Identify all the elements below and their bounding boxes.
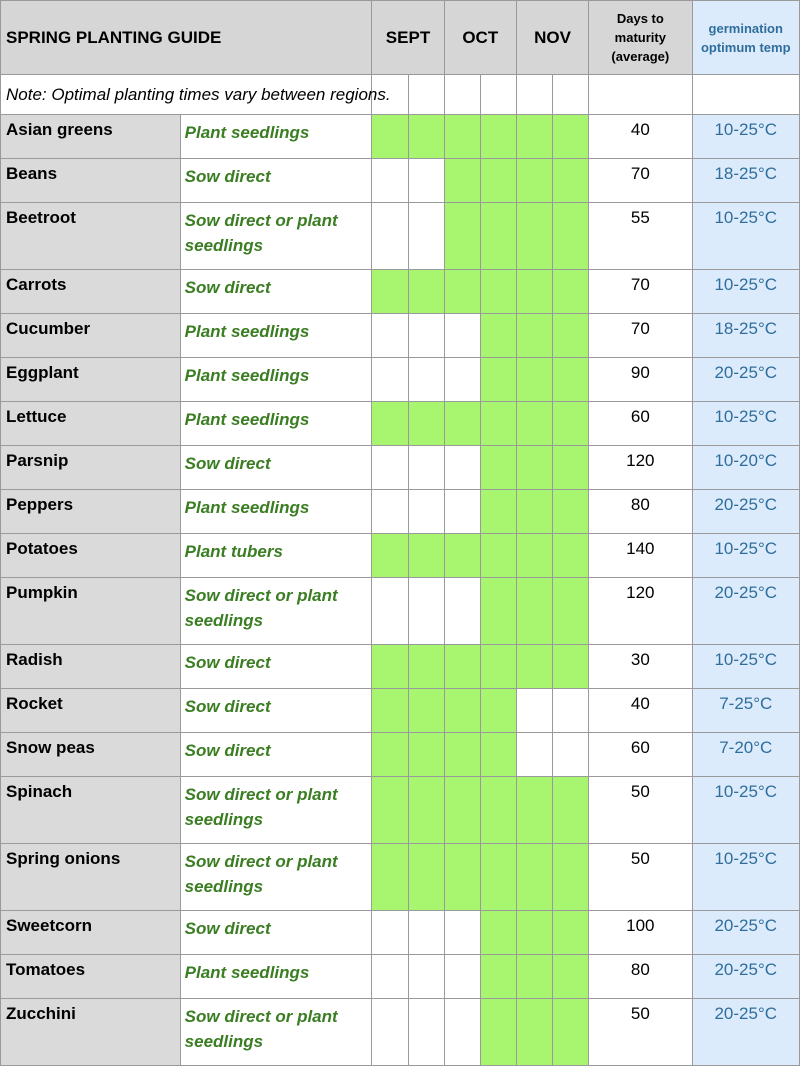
crop-name-cell[interactable]: Asian greens xyxy=(1,115,181,159)
days-to-maturity-cell[interactable]: 70 xyxy=(589,314,692,358)
table-row xyxy=(1,645,800,689)
germination-temp-cell[interactable]: 20-25°C xyxy=(692,999,799,1066)
empty-month-cell[interactable] xyxy=(444,578,480,645)
planting-window-cell[interactable] xyxy=(553,115,589,159)
days-header-line-2: maturity xyxy=(614,30,666,45)
germination-temp-cell[interactable]: 20-25°C xyxy=(692,911,799,955)
crop-name-cell[interactable]: Lettuce xyxy=(1,402,181,446)
planting-window-cell[interactable] xyxy=(444,733,480,777)
empty-month-cell[interactable] xyxy=(372,999,408,1066)
planting-window-cell[interactable] xyxy=(372,534,408,578)
germination-temp-cell[interactable]: 20-25°C xyxy=(692,490,799,534)
germination-temp-cell[interactable]: 7-25°C xyxy=(692,689,799,733)
table-row xyxy=(1,203,800,270)
planting-window-cell[interactable] xyxy=(553,999,589,1066)
germination-temp-cell[interactable]: 10-20°C xyxy=(692,446,799,490)
crop-name-cell[interactable]: Beetroot xyxy=(1,203,181,270)
planting-window-cell[interactable] xyxy=(553,534,589,578)
planting-window-cell[interactable] xyxy=(480,777,516,844)
planting-method-cell[interactable]: Sow direct or plant seedlings xyxy=(180,203,372,270)
days-to-maturity-cell[interactable]: 120 xyxy=(589,446,692,490)
table-row xyxy=(1,844,800,911)
crop-name-cell[interactable]: Parsnip xyxy=(1,446,181,490)
planting-window-cell[interactable] xyxy=(553,777,589,844)
crop-name-cell[interactable]: Cucumber xyxy=(1,314,181,358)
planting-window-cell[interactable] xyxy=(553,578,589,645)
planting-method-cell[interactable]: Sow direct or plant seedlings xyxy=(180,777,372,844)
planting-window-cell[interactable] xyxy=(516,844,552,911)
planting-window-cell[interactable] xyxy=(480,955,516,999)
crop-name-cell[interactable]: Radish xyxy=(1,645,181,689)
planting-window-cell[interactable] xyxy=(372,733,408,777)
temp-header-line-2: optimum temp xyxy=(700,39,791,55)
planting-window-cell[interactable] xyxy=(516,911,552,955)
table-row xyxy=(1,578,800,645)
note-blank-cell[interactable] xyxy=(589,75,692,115)
planting-window-cell[interactable] xyxy=(444,159,480,203)
planting-method-cell[interactable]: Sow direct or plant seedlings xyxy=(180,999,372,1066)
planting-window-cell[interactable] xyxy=(480,358,516,402)
planting-window-cell[interactable] xyxy=(480,159,516,203)
germination-temp-cell[interactable]: 20-25°C xyxy=(692,358,799,402)
planting-window-cell[interactable] xyxy=(553,402,589,446)
days-to-maturity-cell[interactable]: 60 xyxy=(589,733,692,777)
note-blank-cell[interactable] xyxy=(408,75,444,115)
empty-month-cell[interactable] xyxy=(444,358,480,402)
planting-window-cell[interactable] xyxy=(480,911,516,955)
planting-method-cell[interactable]: Plant seedlings xyxy=(180,358,372,402)
empty-month-cell[interactable] xyxy=(408,358,444,402)
note-cell[interactable]: Note: Optimal planting times vary between regions. xyxy=(1,75,372,115)
crop-name-cell[interactable]: Sweetcorn xyxy=(1,911,181,955)
planting-method-cell[interactable]: Sow direct or plant seedlings xyxy=(180,578,372,645)
planting-window-cell[interactable] xyxy=(516,955,552,999)
table-row xyxy=(1,270,800,314)
empty-month-cell[interactable] xyxy=(444,314,480,358)
month-header-oct[interactable]: OCT xyxy=(444,1,516,75)
germination-temp-cell[interactable]: 7-20°C xyxy=(692,733,799,777)
crop-name-cell[interactable]: Pumpkin xyxy=(1,578,181,645)
germination-temp-cell[interactable]: 10-25°C xyxy=(692,115,799,159)
planting-window-cell[interactable] xyxy=(516,270,552,314)
planting-method-cell[interactable]: Sow direct xyxy=(180,911,372,955)
planting-window-cell[interactable] xyxy=(372,777,408,844)
planting-window-cell[interactable] xyxy=(480,733,516,777)
planting-window-cell[interactable] xyxy=(516,490,552,534)
empty-month-cell[interactable] xyxy=(516,733,552,777)
planting-window-cell[interactable] xyxy=(408,645,444,689)
empty-month-cell[interactable] xyxy=(372,955,408,999)
planting-window-cell[interactable] xyxy=(553,955,589,999)
germination-temp-cell[interactable]: 10-25°C xyxy=(692,844,799,911)
empty-month-cell[interactable] xyxy=(408,159,444,203)
days-to-maturity-cell[interactable]: 30 xyxy=(589,645,692,689)
table-row xyxy=(1,999,800,1066)
days-to-maturity-cell[interactable]: 40 xyxy=(589,689,692,733)
planting-method-cell[interactable]: Sow direct xyxy=(180,689,372,733)
planting-window-cell[interactable] xyxy=(480,402,516,446)
empty-month-cell[interactable] xyxy=(372,203,408,270)
planting-method-cell[interactable]: Plant seedlings xyxy=(180,402,372,446)
germination-temp-cell[interactable]: 18-25°C xyxy=(692,159,799,203)
planting-window-cell[interactable] xyxy=(480,999,516,1066)
empty-month-cell[interactable] xyxy=(372,358,408,402)
planting-method-cell[interactable]: Plant seedlings xyxy=(180,314,372,358)
note-blank-cell[interactable] xyxy=(516,75,552,115)
note-blank-cell[interactable] xyxy=(692,75,799,115)
planting-window-cell[interactable] xyxy=(516,115,552,159)
planting-window-cell[interactable] xyxy=(480,578,516,645)
planting-window-cell[interactable] xyxy=(480,490,516,534)
planting-window-cell[interactable] xyxy=(444,844,480,911)
planting-window-cell[interactable] xyxy=(553,203,589,270)
empty-month-cell[interactable] xyxy=(372,314,408,358)
days-to-maturity-cell[interactable]: 140 xyxy=(589,534,692,578)
planting-window-cell[interactable] xyxy=(408,270,444,314)
planting-method-cell[interactable]: Plant seedlings xyxy=(180,115,372,159)
planting-window-cell[interactable] xyxy=(553,314,589,358)
planting-method-cell[interactable]: Sow direct xyxy=(180,446,372,490)
planting-window-cell[interactable] xyxy=(444,645,480,689)
planting-window-cell[interactable] xyxy=(480,645,516,689)
empty-month-cell[interactable] xyxy=(444,490,480,534)
crop-name-cell[interactable]: Peppers xyxy=(1,490,181,534)
empty-month-cell[interactable] xyxy=(408,314,444,358)
planting-window-cell[interactable] xyxy=(372,844,408,911)
planting-window-cell[interactable] xyxy=(372,270,408,314)
planting-method-cell[interactable]: Plant seedlings xyxy=(180,955,372,999)
empty-month-cell[interactable] xyxy=(372,159,408,203)
planting-window-cell[interactable] xyxy=(408,689,444,733)
germination-temp-cell[interactable]: 20-25°C xyxy=(692,578,799,645)
planting-window-cell[interactable] xyxy=(444,270,480,314)
month-header-nov[interactable]: NOV xyxy=(516,1,588,75)
days-to-maturity-cell[interactable]: 70 xyxy=(589,270,692,314)
planting-window-cell[interactable] xyxy=(553,159,589,203)
crop-name-cell[interactable]: Zucchini xyxy=(1,999,181,1066)
header-row xyxy=(1,1,800,75)
crop-name-cell[interactable]: Snow peas xyxy=(1,733,181,777)
crop-name-cell[interactable]: Spring onions xyxy=(1,844,181,911)
planting-window-cell[interactable] xyxy=(372,402,408,446)
empty-month-cell[interactable] xyxy=(444,955,480,999)
planting-window-cell[interactable] xyxy=(553,358,589,402)
planting-window-cell[interactable] xyxy=(408,777,444,844)
empty-month-cell[interactable] xyxy=(408,911,444,955)
planting-window-cell[interactable] xyxy=(553,844,589,911)
planting-window-cell[interactable] xyxy=(480,270,516,314)
crop-name-cell[interactable]: Carrots xyxy=(1,270,181,314)
germination-temp-cell[interactable]: 20-25°C xyxy=(692,955,799,999)
crop-name-cell[interactable]: Tomatoes xyxy=(1,955,181,999)
table-row xyxy=(1,402,800,446)
table-row xyxy=(1,689,800,733)
germination-temp-cell[interactable]: 10-25°C xyxy=(692,203,799,270)
planting-window-cell[interactable] xyxy=(408,402,444,446)
empty-month-cell[interactable] xyxy=(444,999,480,1066)
planting-method-cell[interactable]: Sow direct xyxy=(180,645,372,689)
days-to-maturity-cell[interactable]: 120 xyxy=(589,578,692,645)
planting-method-cell[interactable]: Sow direct xyxy=(180,270,372,314)
days-to-maturity-cell[interactable]: 80 xyxy=(589,490,692,534)
days-to-maturity-cell[interactable]: 50 xyxy=(589,999,692,1066)
planting-window-cell[interactable] xyxy=(553,490,589,534)
planting-window-cell[interactable] xyxy=(516,203,552,270)
germination-temp-cell[interactable]: 10-25°C xyxy=(692,534,799,578)
planting-window-cell[interactable] xyxy=(480,115,516,159)
planting-window-cell[interactable] xyxy=(444,689,480,733)
empty-month-cell[interactable] xyxy=(553,689,589,733)
table-row xyxy=(1,534,800,578)
empty-month-cell[interactable] xyxy=(408,955,444,999)
days-to-maturity-cell[interactable]: 90 xyxy=(589,358,692,402)
empty-month-cell[interactable] xyxy=(372,911,408,955)
planting-window-cell[interactable] xyxy=(408,534,444,578)
planting-window-cell[interactable] xyxy=(516,999,552,1066)
planting-method-cell[interactable]: Plant seedlings xyxy=(180,490,372,534)
table-row xyxy=(1,955,800,999)
planting-window-cell[interactable] xyxy=(372,689,408,733)
planting-window-cell[interactable] xyxy=(372,645,408,689)
table-row xyxy=(1,115,800,159)
germination-temp-header[interactable] xyxy=(692,1,799,75)
planting-window-cell[interactable] xyxy=(444,402,480,446)
planting-window-cell[interactable] xyxy=(480,844,516,911)
planting-window-cell[interactable] xyxy=(480,446,516,490)
note-row xyxy=(1,75,800,115)
planting-window-cell[interactable] xyxy=(516,645,552,689)
empty-month-cell[interactable] xyxy=(408,203,444,270)
planting-window-cell[interactable] xyxy=(553,270,589,314)
planting-window-cell[interactable] xyxy=(444,534,480,578)
planting-window-cell[interactable] xyxy=(516,777,552,844)
planting-window-cell[interactable] xyxy=(516,446,552,490)
planting-window-cell[interactable] xyxy=(408,844,444,911)
planting-window-cell[interactable] xyxy=(408,115,444,159)
days-header-line-1: Days to xyxy=(616,11,664,26)
days-to-maturity-cell[interactable]: 60 xyxy=(589,402,692,446)
table-row xyxy=(1,314,800,358)
empty-month-cell[interactable] xyxy=(372,578,408,645)
germination-temp-cell[interactable]: 10-25°C xyxy=(692,645,799,689)
table-row xyxy=(1,733,800,777)
days-to-maturity-cell[interactable]: 40 xyxy=(589,115,692,159)
germination-temp-cell[interactable]: 10-25°C xyxy=(692,270,799,314)
crop-name-cell[interactable]: Eggplant xyxy=(1,358,181,402)
table-row xyxy=(1,358,800,402)
sheet-title[interactable]: SPRING PLANTING GUIDE xyxy=(1,1,372,75)
germination-temp-cell[interactable]: 10-25°C xyxy=(692,777,799,844)
planting-window-cell[interactable] xyxy=(480,534,516,578)
empty-month-cell[interactable] xyxy=(408,446,444,490)
planting-window-cell[interactable] xyxy=(553,645,589,689)
empty-month-cell[interactable] xyxy=(516,689,552,733)
empty-month-cell[interactable] xyxy=(408,578,444,645)
planting-method-cell[interactable]: Sow direct xyxy=(180,733,372,777)
planting-window-cell[interactable] xyxy=(444,115,480,159)
crop-name-cell[interactable]: Spinach xyxy=(1,777,181,844)
table-row xyxy=(1,490,800,534)
crop-name-cell[interactable]: Potatoes xyxy=(1,534,181,578)
empty-month-cell[interactable] xyxy=(444,446,480,490)
empty-month-cell[interactable] xyxy=(408,490,444,534)
empty-month-cell[interactable] xyxy=(372,490,408,534)
planting-window-cell[interactable] xyxy=(480,689,516,733)
planting-window-cell[interactable] xyxy=(516,534,552,578)
planting-window-cell[interactable] xyxy=(516,159,552,203)
planting-window-cell[interactable] xyxy=(408,733,444,777)
planting-window-cell[interactable] xyxy=(553,446,589,490)
planting-window-cell[interactable] xyxy=(516,358,552,402)
table-row xyxy=(1,777,800,844)
days-to-maturity-cell[interactable]: 70 xyxy=(589,159,692,203)
note-blank-cell[interactable] xyxy=(480,75,516,115)
planting-window-cell[interactable] xyxy=(480,203,516,270)
days-to-maturity-cell[interactable]: 50 xyxy=(589,777,692,844)
days-to-maturity-cell[interactable]: 100 xyxy=(589,911,692,955)
planting-window-cell[interactable] xyxy=(480,314,516,358)
empty-month-cell[interactable] xyxy=(372,446,408,490)
germination-temp-cell[interactable]: 18-25°C xyxy=(692,314,799,358)
days-to-maturity-cell[interactable]: 50 xyxy=(589,844,692,911)
crop-name-cell[interactable]: Rocket xyxy=(1,689,181,733)
planting-window-cell[interactable] xyxy=(372,115,408,159)
days-header-line-3: (average) xyxy=(611,49,670,64)
empty-month-cell[interactable] xyxy=(553,733,589,777)
table-row xyxy=(1,446,800,490)
planting-window-cell[interactable] xyxy=(516,578,552,645)
temp-header-line-1: germination xyxy=(708,20,783,36)
days-to-maturity-header[interactable] xyxy=(589,1,692,75)
empty-month-cell[interactable] xyxy=(444,911,480,955)
empty-month-cell[interactable] xyxy=(408,999,444,1066)
planting-method-cell[interactable]: Sow direct or plant seedlings xyxy=(180,844,372,911)
table-row xyxy=(1,911,800,955)
month-header-sept[interactable]: SEPT xyxy=(372,1,444,75)
planting-method-cell[interactable]: Plant tubers xyxy=(180,534,372,578)
note-blank-cell[interactable] xyxy=(444,75,480,115)
planting-window-cell[interactable] xyxy=(444,203,480,270)
germination-temp-cell[interactable]: 10-25°C xyxy=(692,402,799,446)
table-row xyxy=(1,159,800,203)
days-to-maturity-cell[interactable]: 55 xyxy=(589,203,692,270)
crop-name-cell[interactable]: Beans xyxy=(1,159,181,203)
planting-method-cell[interactable]: Sow direct xyxy=(180,159,372,203)
planting-window-cell[interactable] xyxy=(516,402,552,446)
days-to-maturity-cell[interactable]: 80 xyxy=(589,955,692,999)
planting-window-cell[interactable] xyxy=(444,777,480,844)
planting-window-cell[interactable] xyxy=(553,911,589,955)
planting-window-cell[interactable] xyxy=(516,314,552,358)
note-blank-cell[interactable] xyxy=(553,75,589,115)
